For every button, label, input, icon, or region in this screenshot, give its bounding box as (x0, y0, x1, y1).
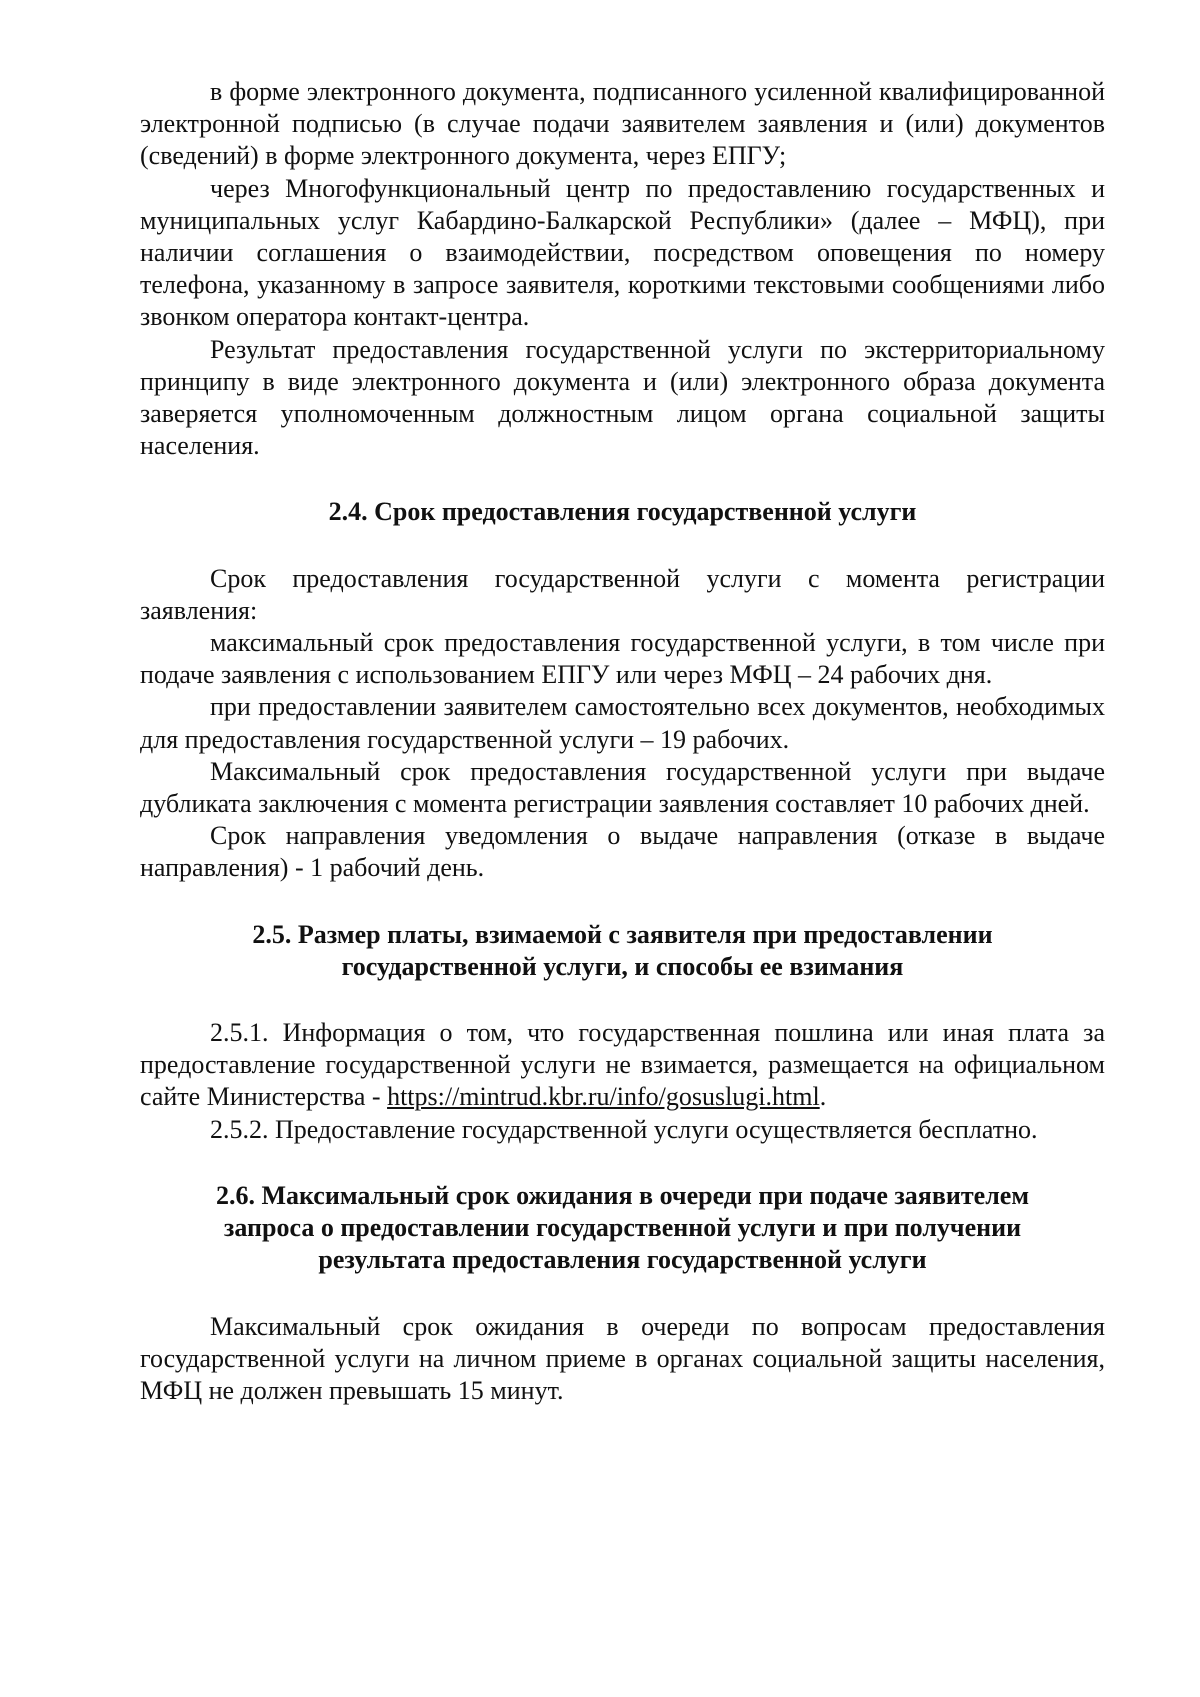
paragraph-term-duplicate: Максимальный срок предоставления государственной услуги при выдаче дубликата заключения с момента регистрации заявления составляет 10 рабочих дней. (140, 756, 1105, 819)
paragraph-queue-time: Максимальный срок ожидания в очереди по вопросам предоставления государственной услуги на личном приеме в органах социальной защиты населения, МФЦ не должен превышать 15 минут. (140, 1311, 1105, 1405)
paragraph-term-notification: Срок направления уведомления о выдаче направления (отказе в выдаче направления) - 1 рабочий день. (140, 821, 1105, 883)
paragraph-term-max: максимальный срок предоставления государственной услуги, в том числе при подаче заявления с использованием ЕПГУ или через МФЦ – 24 рабочих дня. (140, 628, 1105, 690)
paragraph-term-self-docs: при предоставлении заявителем самостоятельно всех документов, необходимых для предоставления государственной услуги – 19 рабочих. (140, 692, 1105, 754)
section-heading-2-5-line1: 2.5. Размер платы, взимаемой с заявителя при предоставлении (252, 919, 993, 949)
paragraph-fee-info-text: 2.5.1. Информация о том, что государственная пошлина или иная плата за предоставление государственной услуги не взимается, размещается на официальном сайте Министерства - (140, 1018, 1105, 1112)
section-heading-2-5 (140, 919, 1105, 983)
paragraph-free-service: 2.5.2. Предоставление государственной услуги осуществляется бесплатно. (210, 1114, 1038, 1144)
section-heading-2-5-line2: государственной услуги, и способы ее взимания (341, 951, 904, 981)
paragraph-fee-info-end: . (819, 1082, 827, 1112)
section-heading-2-4: 2.4. Срок предоставления государственной услуги (328, 497, 917, 527)
paragraph-electronic-signature: в форме электронного документа, подписанного усиленной квалифицированной электронной подписью (в случае подачи заявителем заявления и (или) документов (сведений) в форме электронного документа, через ЕПГУ; (140, 77, 1105, 171)
paragraph-extraterritorial-result: Результат предоставления государственной услуги по экстерриториальному принципу в виде электронного документа и (или) электронного образа документа заверяется уполномоченным должностным лицом органа социальной защиты населения. (140, 334, 1105, 461)
section-heading-2-6 (140, 1180, 1105, 1277)
paragraph-mfc-notification: через Многофункциональный центр по предоставлению государственных и муниципальных услуг Кабардино-Балкарской Республики» (далее – МФЦ), при наличии соглашения о взаимодействии, посредством оповещения по номеру телефона, указанному в запросе заявителя, короткими текстовыми сообщениями либо звонком оператора контакт-центра. (140, 173, 1105, 332)
paragraph-term-intro: Срок предоставления государственной услуги с момента регистрации заявления: (140, 563, 1105, 625)
document-page (140, 76, 1105, 1407)
section-heading-2-6-line3: результата предоставления государственной услуги (318, 1245, 927, 1275)
ministry-site-link[interactable]: https://mintrud.kbr.ru/info/gosuslugi.html (387, 1082, 820, 1112)
section-heading-2-6-line2: запроса о предоставлении государственной услуги и при получении (223, 1213, 1022, 1243)
paragraph-fee-info (140, 1017, 1105, 1114)
section-heading-2-6-line1: 2.6. Максимальный срок ожидания в очереди при подаче заявителем (215, 1180, 1030, 1210)
